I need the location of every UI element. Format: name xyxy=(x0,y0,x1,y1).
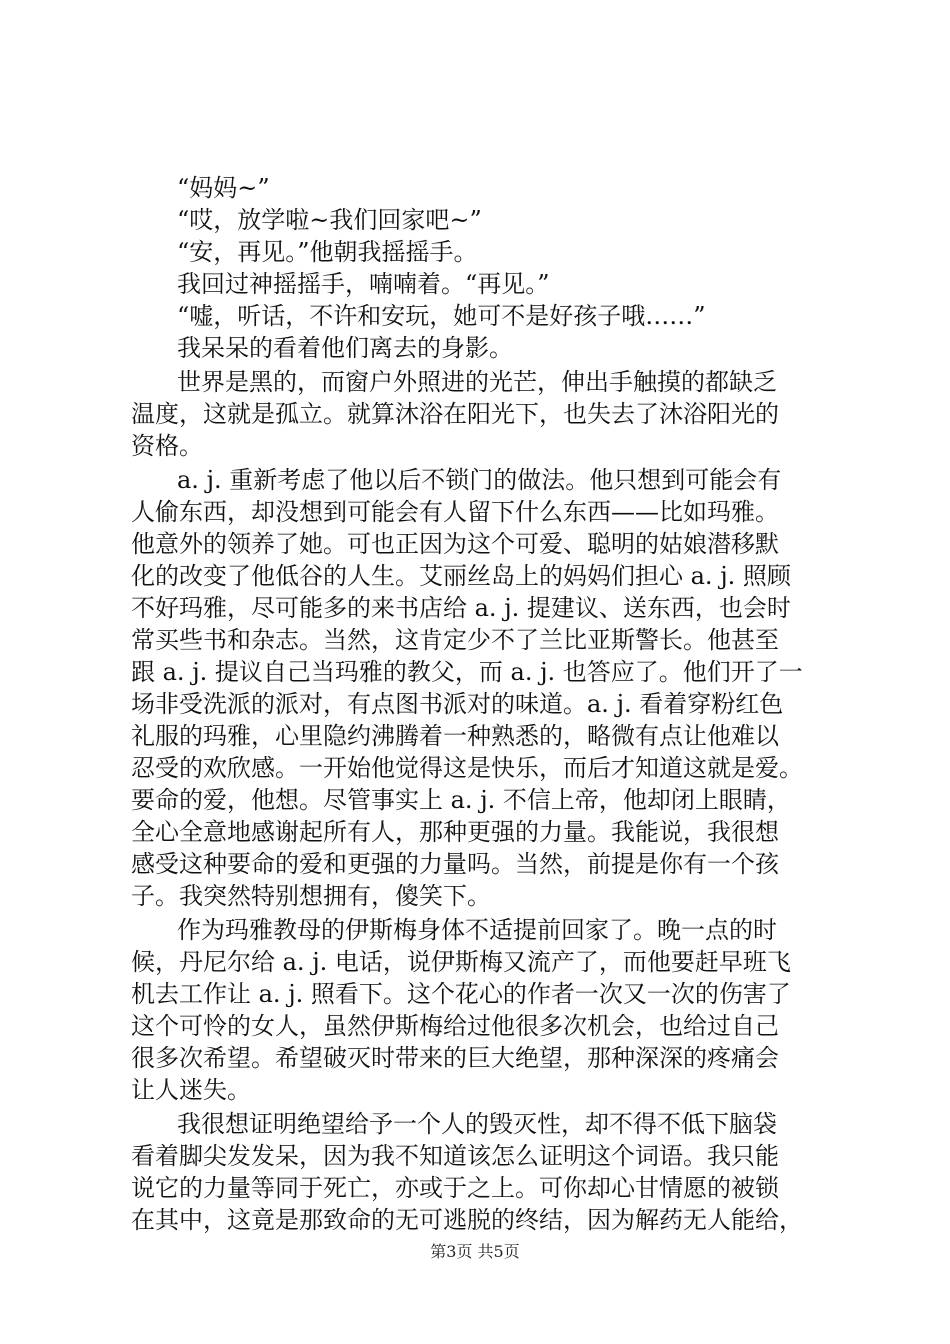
text-line: 他意外的领养了她。可也正因为这个可爱、聪明的姑娘潜移默 xyxy=(131,530,779,558)
text-line: 人偷东西，却没想到可能会有人留下什么东西——比如玛雅。 xyxy=(131,498,779,526)
text-line: 不好玛雅，尽可能多的来书店给 a. j. 提建议、送东西，也会时 xyxy=(131,594,791,622)
text-line: 常买些书和杂志。当然，这肯定少不了兰比亚斯警长。他甚至 xyxy=(131,626,779,654)
text-line: “哎，放学啦~我们回家吧~” xyxy=(177,206,482,234)
text-line: a. j. 重新考虑了他以后不锁门的做法。他只想到可能会有 xyxy=(177,466,782,494)
text-line: 资格。 xyxy=(131,432,203,460)
text-line: 很多次希望。希望破灭时带来的巨大绝望，那种深深的疼痛会 xyxy=(131,1044,779,1072)
text-line: 候，丹尼尔给 a. j. 电话，说伊斯梅又流产了，而他要赶早班飞 xyxy=(131,948,791,976)
text-line: 这个可怜的女人，虽然伊斯梅给过他很多次机会，也给过自己 xyxy=(131,1012,779,1040)
text-line: 看着脚尖发发呆，因为我不知道该怎么证明这个词语。我只能 xyxy=(131,1142,779,1170)
text-line: “妈妈~” xyxy=(177,174,270,202)
text-line: 我回过神摇摇手，喃喃着。“再见。” xyxy=(177,270,550,298)
text-line: 礼服的玛雅，心里隐约沸腾着一种熟悉的，略微有点让他难以 xyxy=(131,722,779,750)
text-line: 忍受的欢欣感。一开始他觉得这是快乐，而后才知道这就是爱。 xyxy=(131,754,803,782)
text-line: “安，再见。”他朝我摇摇手。 xyxy=(177,238,478,266)
text-line: 世界是黑的，而窗户外照进的光芒，伸出手触摸的都缺乏 xyxy=(177,368,777,396)
text-line: 温度，这就是孤立。就算沐浴在阳光下，也失去了沐浴阳光的 xyxy=(131,400,779,428)
text-line: 我呆呆的看着他们离去的身影。 xyxy=(177,334,513,362)
text-line: 全心全意地感谢起所有人，那种更强的力量。我能说，我很想 xyxy=(131,818,779,846)
text-line: 子。我突然特别想拥有，傻笑下。 xyxy=(131,882,491,910)
text-line: 跟 a. j. 提议自己当玛雅的教父，而 a. j. 也答应了。他们开了一 xyxy=(131,658,803,686)
text-line: 在其中，这竟是那致命的无可逃脱的终结，因为解药无人能给， xyxy=(131,1206,803,1234)
document-body xyxy=(131,172,831,1236)
text-line: 要命的爱，他想。尽管事实上 a. j. 不信上帝，他却闭上眼睛， xyxy=(131,786,791,814)
text-line: 化的改变了他低谷的人生。艾丽丝岛上的妈妈们担心 a. j. 照顾 xyxy=(131,562,791,590)
text-line: “嘘，听话，不许和安玩，她可不是好孩子哦……” xyxy=(177,302,706,330)
text-line: 说它的力量等同于死亡，亦或于之上。可你却心甘情愿的被锁 xyxy=(131,1174,779,1202)
text-line: 我很想证明绝望给予一个人的毁灭性，却不得不低下脑袋 xyxy=(177,1110,777,1138)
text-line: 场非受洗派的派对，有点图书派对的味道。a. j. 看着穿粉红色 xyxy=(131,690,784,718)
text-line: 机去工作让 a. j. 照看下。这个花心的作者一次又一次的伤害了 xyxy=(131,980,791,1008)
page-number-footer: 第3页 共5页 xyxy=(430,1242,520,1261)
text-line: 让人迷失。 xyxy=(131,1076,251,1104)
text-line: 感受这种要命的爱和更强的力量吗。当然，前提是你有一个孩 xyxy=(131,850,779,878)
text-line: 作为玛雅教母的伊斯梅身体不适提前回家了。晚一点的时 xyxy=(177,916,777,944)
